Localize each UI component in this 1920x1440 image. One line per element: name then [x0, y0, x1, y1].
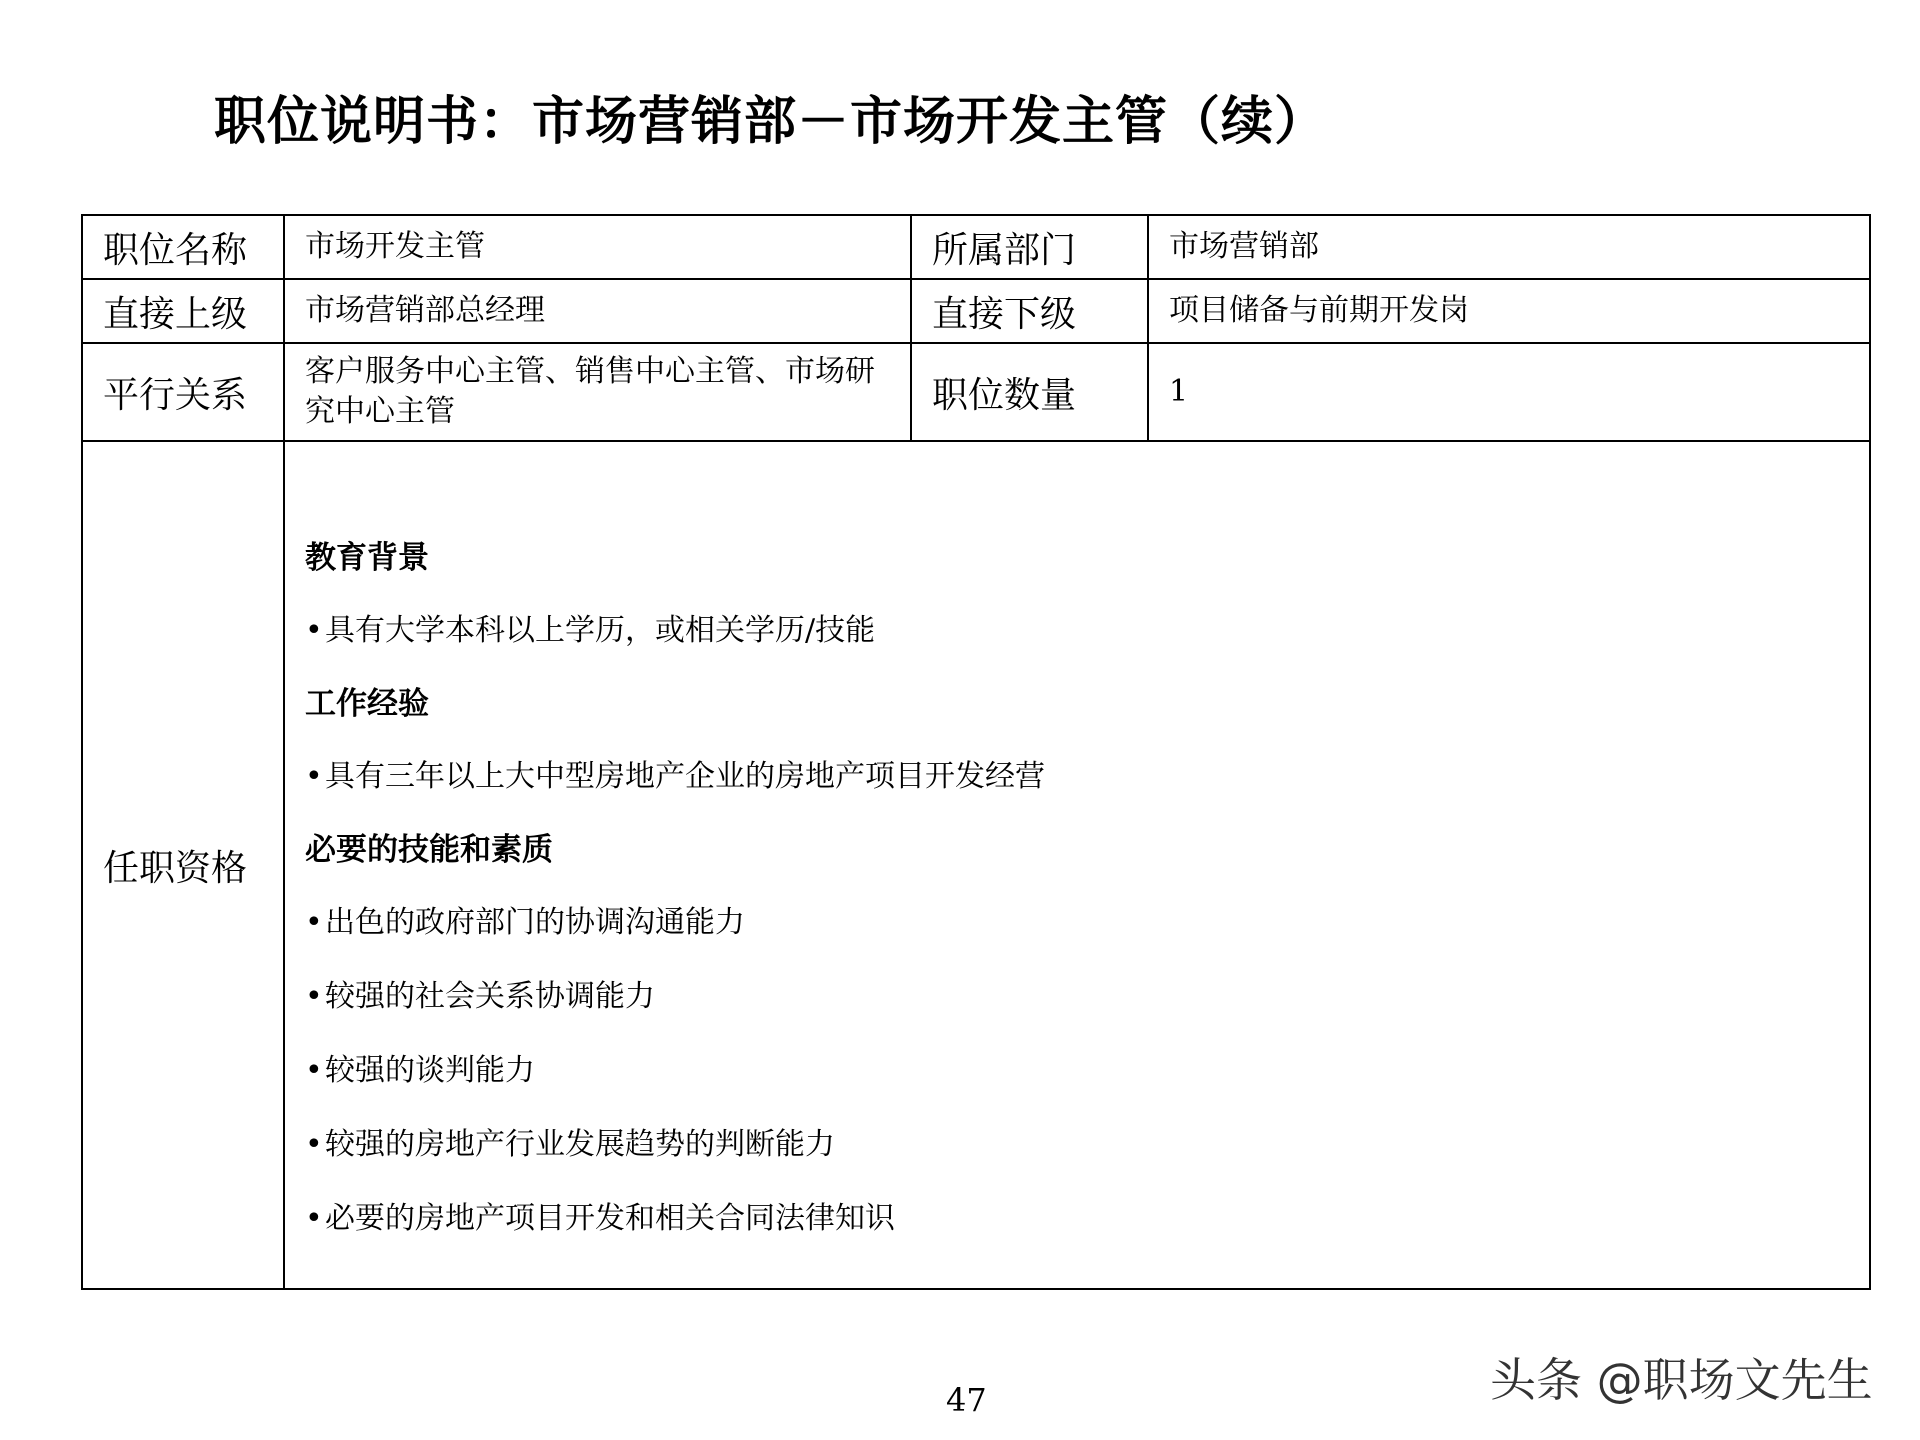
page-title: 职位说明书：市场营销部－市场开发主管（续）: [214, 92, 1328, 152]
bullet-icon: •: [305, 905, 323, 940]
table-row-relations: [82, 343, 1870, 441]
label-parallel-relations: 平行关系: [82, 343, 284, 441]
label-position-count: 职位数量: [911, 343, 1148, 441]
value-direct-subordinate: 项目储备与前期开发岗: [1148, 279, 1870, 343]
list-item: •较强的谈判能力: [305, 1034, 1849, 1108]
page-number: 47: [946, 1381, 987, 1419]
bullet-icon: •: [305, 1201, 323, 1236]
bullet-icon: •: [305, 613, 323, 648]
list-item: •具有大学本科以上学历，或相关学历/技能: [305, 594, 1849, 668]
section-heading-education: 教育背景: [305, 540, 429, 576]
list-item: •较强的房地产行业发展趋势的判断能力: [305, 1108, 1849, 1182]
value-department: 市场营销部: [1148, 215, 1870, 279]
list-item: •具有三年以上大中型房地产企业的房地产项目开发经营: [305, 740, 1849, 814]
job-description-table: [81, 214, 1871, 1290]
bullet-icon: •: [305, 979, 323, 1014]
list-item: •出色的政府部门的协调沟通能力: [305, 886, 1849, 960]
section-heading-experience: 工作经验: [305, 686, 429, 722]
watermark: 头条 @职场文先生: [1490, 1353, 1873, 1407]
bullet-icon: •: [305, 759, 323, 794]
table-row-reporting: [82, 279, 1870, 343]
value-position-name: 市场开发主管: [284, 215, 911, 279]
label-direct-subordinate: 直接下级: [911, 279, 1148, 343]
value-position-count: 1: [1148, 343, 1870, 441]
table-row-qualifications: [82, 441, 1870, 1289]
label-position-name: 职位名称: [82, 215, 284, 279]
bullet-icon: •: [305, 1127, 323, 1162]
bullet-icon: •: [305, 1053, 323, 1088]
qualifications-content: [284, 441, 1870, 1289]
value-direct-superior: 市场营销部总经理: [284, 279, 911, 343]
label-department: 所属部门: [911, 215, 1148, 279]
label-direct-superior: 直接上级: [82, 279, 284, 343]
list-item: •必要的房地产项目开发和相关合同法律知识: [305, 1182, 1849, 1256]
table-row-position: [82, 215, 1870, 279]
section-heading-skills: 必要的技能和素质: [305, 832, 553, 868]
value-parallel-relations: 客户服务中心主管、销售中心主管、市场研究中心主管: [284, 343, 911, 441]
label-qualifications: 任职资格: [82, 441, 284, 1289]
list-item: •较强的社会关系协调能力: [305, 960, 1849, 1034]
